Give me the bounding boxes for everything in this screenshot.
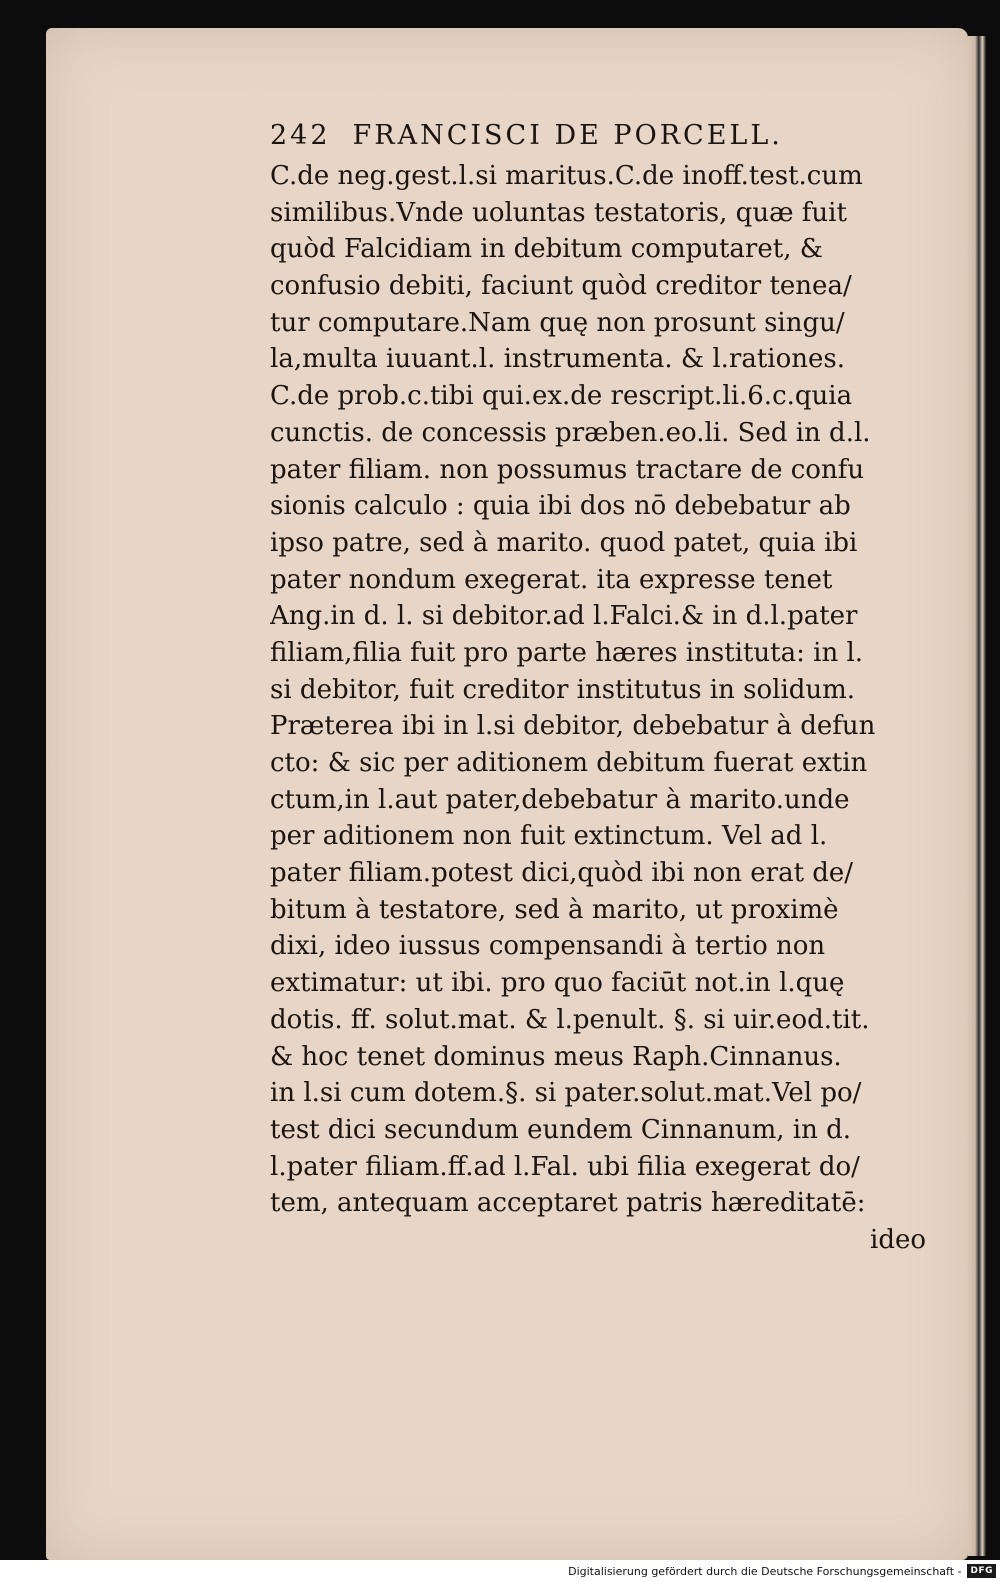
page-edge: [968, 36, 986, 1556]
folio-number: 242: [270, 120, 331, 151]
text-line: la,multa iuuant.l. instrumenta. & l.rationes.: [270, 344, 845, 375]
text-line: test dici secundum eundem Cinnanum, in d.: [270, 1114, 852, 1145]
text-line: cunctis. de concessis præben.eo.li. Sed in d.l.: [270, 417, 871, 448]
text-line: tur computare.Nam quę non prosunt singu/: [270, 307, 845, 338]
text-line: ipso patre, sed à marito. quod patet, quia ibi: [270, 527, 858, 558]
text-line: pater filiam.potest dici,quòd ibi non erat de/: [270, 858, 854, 889]
text-line: pater filiam. non possumus tractare de confu: [270, 454, 865, 485]
text-line: in l.si cum dotem.§. si pater.solut.mat.Vel po/: [270, 1078, 862, 1109]
text-line: cto: & sic per aditionem debitum fuerat extin: [270, 748, 868, 778]
text-line: dixi, ideo iussus compensandi à tertio non: [270, 931, 826, 962]
text-line: extimatur: ut ibi. pro quo faciūt not.in l.quę: [270, 968, 845, 999]
dfg-logo: DFG: [967, 1564, 996, 1578]
body-text: [270, 158, 934, 1222]
text-line: filiam,filia fuit pro parte hæres instituta: in l.: [270, 637, 864, 668]
text-line: C.de prob.c.tibi qui.ex.de rescript.li.6.c.quia: [270, 381, 853, 412]
running-title: FRANCISCI DE PORCELL.: [352, 120, 783, 151]
text-line: dotis. ff. solut.mat. & l.penult. §. si uir.eod.tit.: [270, 1004, 870, 1035]
text-line: si debitor, fuit creditor institutus in solidum.: [270, 674, 856, 705]
page-text-block: [270, 118, 934, 1259]
running-head: [270, 118, 934, 154]
text-line: Præterea ibi in l.si debitor, debebatur à defun: [270, 711, 876, 742]
text-line: & hoc tenet dominus meus Raph.Cinnanus.: [270, 1041, 842, 1072]
text-line: confusio debiti, faciunt quòd creditor tenea/: [270, 271, 852, 302]
funding-credit: Digitalisierung gefördert durch die Deutsche Forschungsgemeinschaft -: [568, 1564, 962, 1578]
text-line: similibus.Vnde uoluntas testatoris, quæ fuit: [270, 197, 847, 228]
text-line: bitum à testatore, sed à marito, ut proximè: [270, 894, 839, 925]
text-line: ctum,in l.aut pater,debebatur à marito.unde: [270, 784, 850, 815]
text-line: l.pater filiam.ff.ad l.Fal. ubi filia exegerat do/: [270, 1151, 860, 1182]
text-line: pater nondum exegerat. ita expresse tenet: [270, 564, 833, 595]
catchword: ideo: [870, 1224, 926, 1255]
text-line: sionis calculo : quia ibi dos nō debebatur ab: [270, 491, 851, 522]
footer-bar: [0, 1560, 1000, 1582]
text-line: quòd Falcidiam in debitum computaret, &: [270, 234, 823, 265]
text-line: tem, antequam acceptaret patris hæreditatē:: [270, 1188, 866, 1219]
text-line: C.de neg.gest.l.si maritus.C.de inoff.test.cum: [270, 161, 863, 191]
text-line: per aditionem non fuit extinctum. Vel ad l.: [270, 821, 828, 852]
text-line: Ang.in d. l. si debitor.ad l.Falci.& in d.l.pater: [270, 601, 858, 632]
